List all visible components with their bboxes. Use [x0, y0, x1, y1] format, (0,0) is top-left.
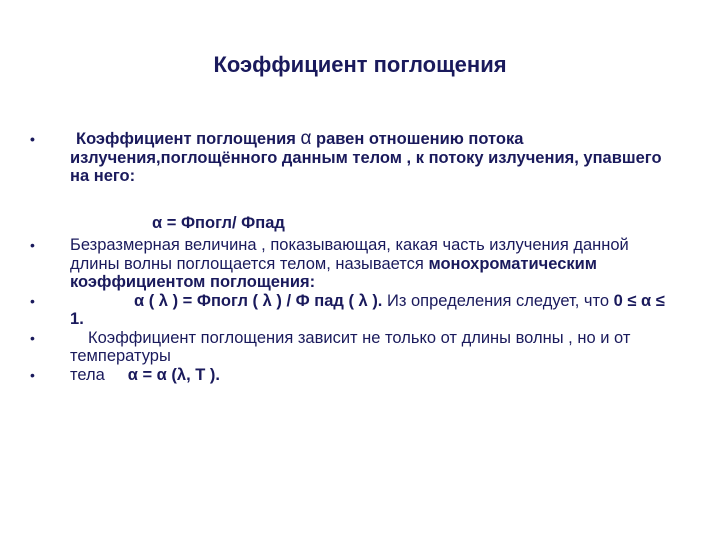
- bullet-monochromatic: [30, 236, 680, 292]
- bullet-dependence: [30, 328, 680, 366]
- monochromatic-text: Безразмерная величина , показывающая, какая часть излучения данной длины волны поглощается телом, называется: [70, 236, 629, 273]
- bullet-marker: •: [30, 366, 35, 383]
- bullet-marker: •: [30, 292, 35, 309]
- dependence-text: Коэффициент поглощения зависит не только от длины волны , но и от температуры: [70, 328, 631, 365]
- formula-lambda: α ( λ ) = Фпогл ( λ ) / Ф пад ( λ ).: [134, 291, 383, 310]
- slide-content: [30, 128, 680, 384]
- alpha-function: α = α (λ, T ).: [127, 365, 220, 384]
- bullet-marker: •: [30, 131, 35, 147]
- bullet-body: [30, 365, 680, 385]
- alpha-symbol: α: [300, 128, 312, 149]
- bullet-marker: •: [30, 237, 35, 253]
- bullet-formula-lambda: [30, 291, 680, 329]
- monochromatic-bold: монохроматическим коэффициентом поглощения:: [70, 254, 597, 291]
- definition-follows: Из определения следует, что: [382, 291, 614, 310]
- slide-title: [0, 52, 720, 78]
- body-text: тела: [70, 365, 128, 384]
- formula-alpha-ratio-text: α = Фпогл/ Фпад: [152, 213, 285, 232]
- alpha-range-end: .: [79, 310, 84, 328]
- bullet-marker: •: [30, 329, 35, 346]
- definition-part2: равен отношению потока излучения,поглощённого данным телом , к потоку излучения, упавшего на него:: [70, 130, 662, 185]
- alpha-range: 0 ≤ α ≤ 1: [70, 291, 665, 328]
- definition-part1: Коэффициент поглощения: [76, 130, 301, 148]
- formula-alpha-ratio: [40, 214, 680, 233]
- slide-title-text: Коэффициент поглощения: [213, 52, 507, 77]
- bullet-definition: [30, 128, 680, 186]
